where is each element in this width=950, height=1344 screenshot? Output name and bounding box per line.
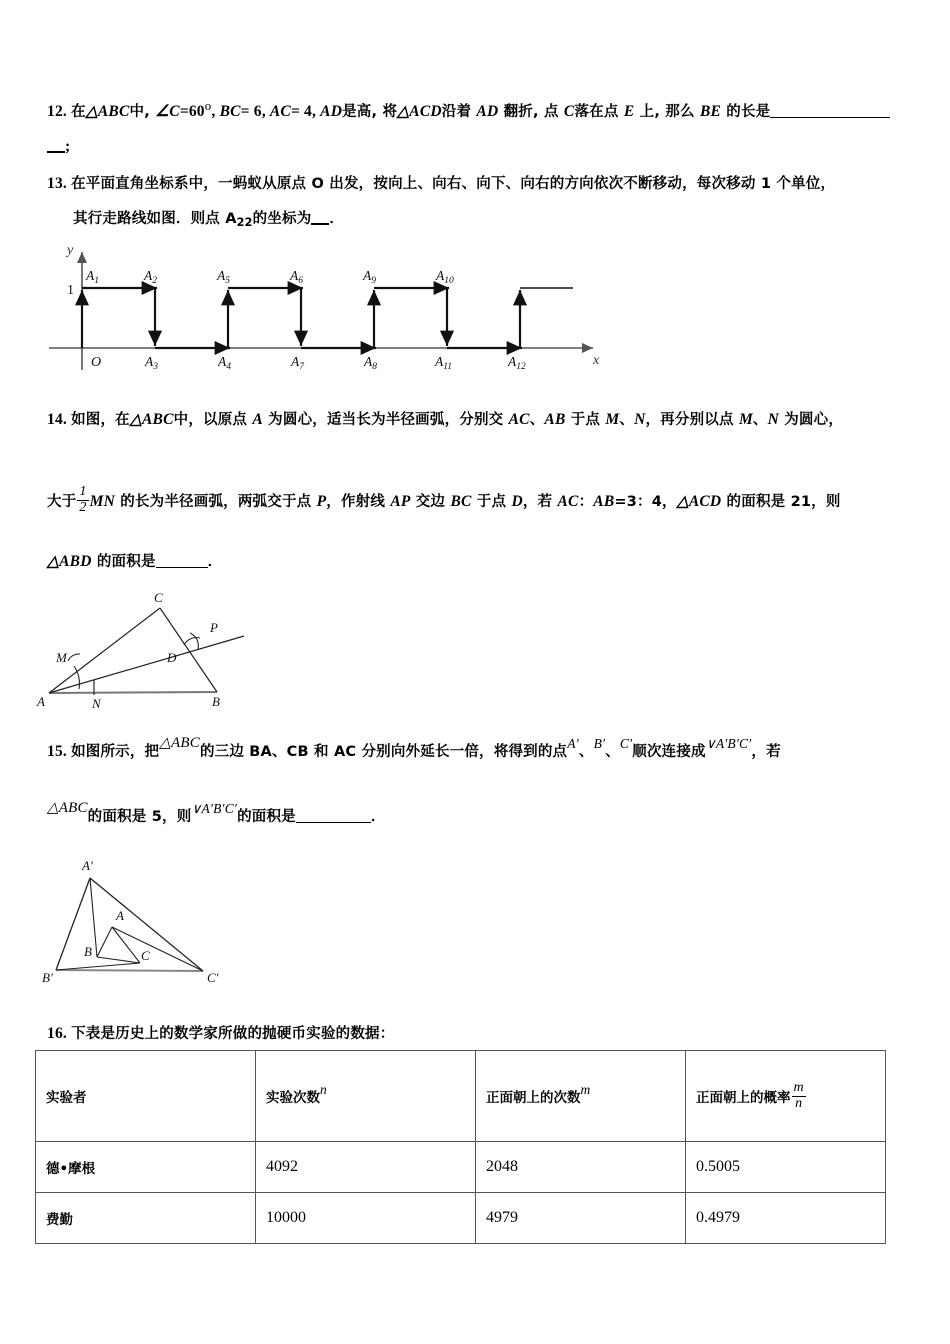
q12-text-p5: = 6,	[240, 103, 270, 121]
q15-point-b-prime: B′	[593, 736, 606, 751]
header-heads-label: 正面朝上的次数	[486, 1089, 581, 1106]
q14-text-l2-p4: 于点	[471, 493, 512, 510]
svg-text:A: A	[116, 908, 124, 923]
q12-segment-ad: AD	[320, 103, 343, 121]
svg-text:x: x	[593, 353, 600, 368]
question-13-line-1	[47, 172, 835, 196]
header-trials-label: 实验次数	[266, 1089, 320, 1106]
svg-text:C': C'	[207, 970, 219, 985]
q12-segment-ac: AC	[269, 103, 291, 121]
q14-point-n2: N	[767, 411, 780, 428]
cell-experimenter	[36, 1193, 256, 1244]
q14-text-p8: 、	[752, 412, 768, 428]
cell-heads	[476, 1193, 686, 1244]
q12-line-ad: AD	[476, 103, 499, 121]
q15-point-a-prime: A′	[567, 736, 579, 751]
question-14-number: 14.	[47, 411, 67, 428]
q14-text-p5: 于点	[565, 412, 606, 428]
svg-text:A': A'	[82, 858, 93, 873]
q14-text-p1: 如图，在	[71, 412, 130, 428]
q15-text-l2-p1: 的面积是 5，则	[87, 809, 192, 825]
q15-text-l2-end: ．	[370, 809, 386, 825]
q14-ray-ap: AP	[390, 492, 411, 510]
q14-text-p3: 为圆心，适当长为半径画弧，分别交	[262, 412, 509, 428]
q15-text-p5: 顺次连接成	[632, 744, 706, 760]
q15-triangle-abc-prime: ∨A′B′C′	[705, 736, 752, 751]
q14-triangle-abc: △ABC	[129, 411, 174, 428]
q14-fraction-half	[77, 485, 88, 515]
header-frequency-fraction	[792, 1081, 806, 1111]
cell-frequency	[686, 1193, 886, 1244]
cell-heads	[476, 1142, 686, 1193]
heads-value: 2048	[486, 1158, 518, 1175]
q13-answer-blank[interactable]	[311, 223, 329, 225]
question-14-line-2	[47, 485, 841, 515]
q14-point-m: M	[605, 411, 620, 428]
header-trials-variable: n	[320, 1081, 327, 1097]
svg-text:y: y	[67, 243, 74, 258]
q12-degree-sign: o	[204, 98, 212, 113]
frequency-value: 0.5005	[696, 1158, 740, 1175]
q12-text-p10: 落在点	[574, 104, 624, 121]
q14-point-a: A	[252, 411, 263, 428]
q12-text-p8: 沿着	[441, 104, 477, 121]
q14-fraction-denominator: 2	[79, 499, 87, 515]
q12-text-p4: ,	[211, 103, 220, 121]
question-13-line-2	[73, 207, 344, 232]
q12-segment-bc: BC	[219, 103, 241, 121]
q14-text-l2-p8: 的面积是 21，则	[721, 493, 841, 510]
q14-point-n: N	[634, 411, 646, 428]
svg-text:B': B'	[42, 970, 53, 985]
q14-triangle-abd: △ABD	[47, 553, 92, 570]
q12-answer-blank-cont[interactable]	[47, 151, 65, 153]
svg-text:B: B	[84, 944, 92, 959]
header-heads-variable: m	[580, 1081, 591, 1097]
svg-text:A3: $A_3$	[145, 354, 158, 372]
q12-point-c: C	[563, 103, 575, 121]
q12-text-p9: 翻折, 点	[498, 104, 564, 121]
svg-text:A9: $A_9$	[363, 268, 376, 286]
q15-answer-blank[interactable]	[296, 822, 371, 823]
svg-text:P: P	[210, 620, 218, 635]
q15-text-p3: 、	[578, 744, 594, 760]
question-12-line-2	[47, 135, 70, 158]
q14-segment-bc: BC	[450, 492, 472, 510]
q14-text-p7: ，再分别以点	[645, 412, 739, 428]
question-16-number: 16.	[47, 1025, 67, 1042]
q13-text-line2-pre: 其行走路线如图．则点 A	[73, 211, 237, 227]
header-frequency-numerator: m	[793, 1079, 804, 1095]
svg-text:1: 1	[67, 283, 74, 298]
cell-trials	[256, 1193, 476, 1244]
q15-triangle-abc-prime-2: ∨A′B′C′	[191, 801, 238, 816]
coin-toss-experiment-table	[35, 1050, 886, 1244]
q14-text-l2-p2: ，作射线	[326, 493, 391, 510]
q12-text-p2: 中,	[129, 104, 156, 121]
q12-answer-blank[interactable]	[770, 117, 890, 118]
svg-text:M: M	[56, 650, 67, 665]
cell-trials	[256, 1142, 476, 1193]
q14-segment-ab: AB	[544, 411, 566, 428]
q14-text-p2: 中，以原点	[173, 412, 253, 428]
q12-point-e: E	[623, 103, 635, 121]
q14-fraction-numerator: 1	[79, 484, 87, 499]
experimenter-name: 德•摩根	[46, 1160, 96, 1177]
q15-text-p4: 、	[605, 744, 620, 760]
q12-text-p7: 是高, 将	[342, 104, 398, 121]
svg-text:A1: $A_1$	[86, 268, 99, 286]
header-frequency	[686, 1051, 886, 1142]
svg-text:A11: $A_{11}$	[435, 354, 453, 372]
q14-segment-ac: AC	[508, 411, 530, 428]
q15-triangle-abc: △ABC	[159, 735, 200, 751]
q15-text-p2: 的三边 BA、CB 和 AC 分别向外延长一倍，将得到的点	[199, 744, 568, 760]
q14-point-d: D	[511, 492, 523, 510]
header-experimenter	[36, 1051, 256, 1142]
q12-angle-c: ∠C	[155, 103, 180, 121]
q12-triangle-abc: △ABC	[85, 103, 130, 121]
q14-answer-blank[interactable]	[156, 567, 208, 568]
q14-text-l2-p6: ：	[578, 493, 594, 510]
q14-text-p6: 、	[619, 412, 635, 428]
question-13-number: 13.	[47, 175, 67, 192]
q15-text-p6: ，若	[751, 744, 781, 760]
q14-text-p4: 、	[529, 412, 545, 428]
svg-text:C: C	[154, 590, 163, 605]
q14-text-l2-p1: 的长为半径画弧，两弧交于点	[115, 493, 317, 510]
frequency-value: 0.4979	[696, 1209, 740, 1226]
question-15-line-2	[47, 800, 386, 829]
q12-text-p3: =60	[179, 103, 205, 121]
question-15-number: 15.	[47, 743, 67, 760]
question-14-line-1	[47, 408, 843, 432]
svg-text:C: C	[141, 948, 150, 963]
q14-text-l2-p3: 交边	[410, 493, 451, 510]
q14-text-l3-p1: 的面积是	[91, 554, 156, 570]
figure-15-extended-triangle	[40, 850, 270, 990]
svg-text:A: A	[37, 694, 45, 709]
q12-segment-be: BE	[699, 103, 722, 121]
q12-text-p1: 在	[71, 104, 86, 121]
svg-text:A8: $A_8$	[364, 354, 377, 372]
svg-text:A2: $A_2$	[144, 268, 157, 286]
q13-text-line1: 在平面直角坐标系中，一蚂蚁从原点 O 出发，按向上、向右、向下、向右的方向依次不断移动，每次移动 1 个单位，	[71, 176, 836, 192]
trials-value: 4092	[266, 1158, 298, 1175]
q15-text-l2-p2: 的面积是	[237, 809, 296, 825]
question-12-line-1	[47, 96, 890, 124]
q12-text-p11: 上, 那么	[634, 104, 700, 121]
question-16-line-1	[47, 1022, 394, 1046]
experimenter-name: 费勤	[46, 1211, 73, 1228]
header-experimenter-label: 实验者	[46, 1089, 87, 1106]
svg-text:N: N	[92, 696, 101, 710]
q14-triangle-acd: △ACD	[676, 492, 722, 510]
q14-ratio-ab: AB	[593, 492, 615, 510]
q14-text-l2-p5: ，若	[522, 493, 558, 510]
table-header-row	[36, 1051, 886, 1142]
q14-point-p: P	[316, 492, 327, 510]
svg-text:A5: $A_5$	[217, 268, 230, 286]
svg-text:A6: $A_6$	[290, 268, 303, 286]
q13-point-index: 22	[236, 216, 253, 230]
q14-text-l3-end: ．	[207, 554, 223, 570]
table-row	[36, 1193, 886, 1244]
q16-text-line1: 下表是历史上的数学家所做的抛硬币实验的数据：	[71, 1026, 395, 1042]
question-12-number: 12.	[47, 103, 67, 121]
svg-text:A10: $A_{10}$	[436, 268, 454, 286]
q12-text-p6: = 4,	[290, 103, 321, 121]
figure-14-triangle-bisector	[32, 588, 262, 710]
svg-text:D: D	[167, 650, 177, 665]
svg-text:O: O	[91, 355, 102, 370]
q12-text-p12: 的长是	[721, 104, 771, 121]
q13-text-line2-post: 的坐标为	[252, 211, 312, 227]
q14-text-l2-p7: =3：4，	[614, 493, 677, 510]
header-heads	[476, 1051, 686, 1142]
figure-13-coordinate-staircase	[45, 238, 605, 380]
table-row	[36, 1142, 886, 1193]
svg-text:A7: $A_7$	[291, 354, 304, 372]
q15-triangle-abc-2: △ABC	[47, 800, 88, 816]
q14-ratio-ac: AC	[557, 492, 579, 510]
q14-segment-mn: MN	[89, 492, 115, 510]
heads-value: 4979	[486, 1209, 518, 1226]
q15-text-p1: 如图所示，把	[71, 744, 160, 760]
q14-text-l2-p0: 大于	[47, 493, 77, 510]
cell-experimenter	[36, 1142, 256, 1193]
header-trials	[256, 1051, 476, 1142]
svg-text:A4: $A_4$	[218, 354, 231, 372]
q13-text-line2-end: ．	[329, 211, 345, 227]
trials-value: 10000	[266, 1209, 306, 1226]
q12-triangle-acd: △ACD	[397, 103, 442, 121]
cell-frequency	[686, 1142, 886, 1193]
q14-text-p9: 为圆心，	[779, 412, 844, 428]
svg-text:B: B	[212, 694, 220, 709]
question-14-line-3	[47, 550, 222, 574]
q15-point-c-prime: C′	[619, 736, 633, 751]
q12-semicolon: ;	[65, 138, 71, 155]
header-frequency-label: 正面朝上的概率	[696, 1089, 791, 1106]
header-frequency-denominator: n	[792, 1096, 806, 1112]
question-15-line-1	[47, 735, 781, 764]
svg-text:A12: $A_{12}$	[508, 354, 526, 372]
q14-point-m2: M	[738, 411, 753, 428]
